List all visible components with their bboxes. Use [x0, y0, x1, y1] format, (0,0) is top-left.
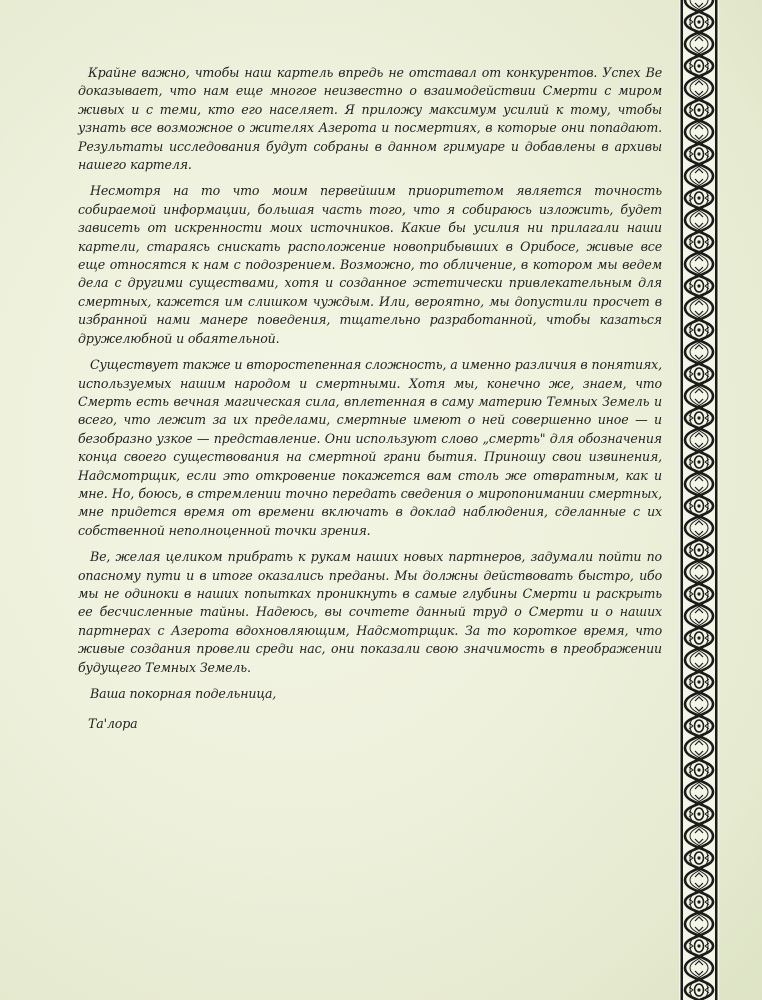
letter-paragraph-2: Несмотря на то что моим первейшим приоритетом является точность собираемой информации, большая часть того, что я собираюсь изложить, будет зависеть от искренности моих источников. Какие бы усилия ни прилагали наши картели, стараясь снискать расположение новоприбывших в Орибосе, живые все еще относятся к нам с подозрением. Возможно, то обличение, в котором мы ведем дела с другими существами, хотя и созданное эстетически привлекательным для смертных, кажется им слишком чуждым. Или, вероятно, мы допустили просчет в избранной нами манере поведения, тщательно разработанной, чтобы казаться дружелюбной и обаятельной. [78, 183, 662, 346]
letter-paragraph-4: Ве, желая целиком прибрать к рукам наших новых партнеров, задумали пойти по опасному пути и в итоге оказались преданы. Мы должны действовать быстро, ибо мы не одиноки в наших попытках проникнуть в самые глубины Смерти и раскрыть ее бесчисленные тайны. Надеюсь, вы сочтете данный труд о Смерти и о наших партнерах с Азерота вдохновляющим, Надсмотрщик. За то короткое время, что живые создания провели среди нас, они показали свою значимость в преображении будущего Темных Земель. [78, 549, 662, 675]
letter-body [78, 64, 662, 734]
letter-closing: Ваша покорная подельница, [90, 686, 277, 701]
ornamental-border [679, 0, 719, 1000]
letter-paragraph-3: Существует также и второстепенная сложность, а именно различия в понятиях, используемых нашим народом и смертными. Хотя мы, конечно же, знаем, что Смерть есть вечная магическая сила, вплетенная в саму материю Темных Земель и всего, что лежит за их пределами, смертные имеют о ней совершенно иное — и безобразно узкое — представление. Они используют слово „смерть" для обозначения конца своего существования на смертной грани бытия. Приношу свои извинения, Надсмотрщик, если это откровение покажется вам столь же отвратным, как и мне. Но, боюсь, в стремлении точно передать сведения о миропонимании смертных, мне придется время от времени включать в доклад наблюдения, сделанные с их собственной неполноценной точки зрения. [78, 357, 662, 538]
letter-paragraph-1: Крайне важно, чтобы наш картель впредь не отставал от конкурентов. Успех Ве доказывает, что нам еще многое неизвестно о взаимодействии Смерти с миром живых и с теми, кто его населяет. Я приложу максимум усилий к тому, чтобы узнать все возможное о жителях Азерота и посмертиях, в которые они попадают. Результаты исследования будут собраны в данном гримуаре и добавлены в архивы нашего картеля. [78, 65, 662, 173]
letter-signature: Та'лора [88, 716, 138, 732]
